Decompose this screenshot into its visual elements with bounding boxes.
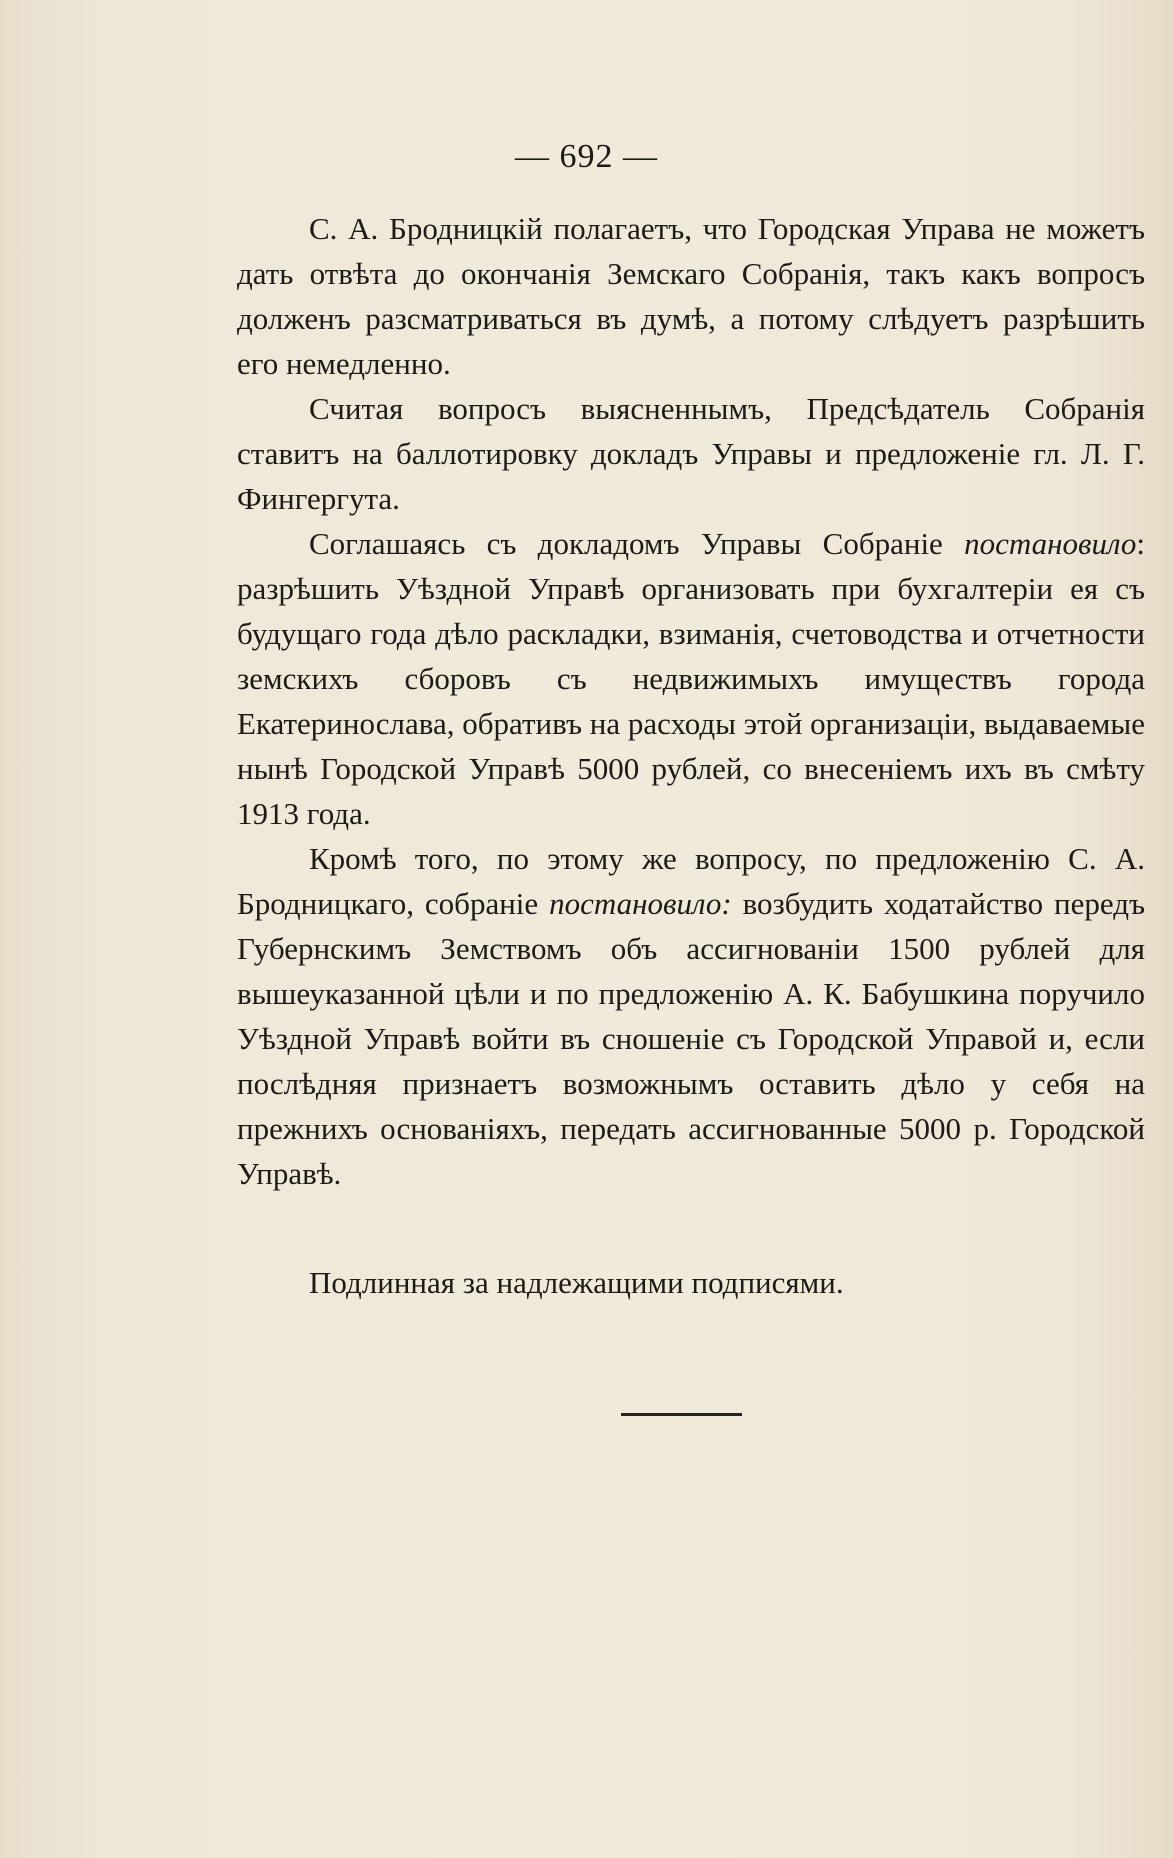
paragraph-text: Соглашаясь съ докладомъ Управы Собраніе: [309, 526, 965, 561]
resolution-keyword: постановило: [964, 526, 1137, 561]
paragraph-text: : разрѣшить Уѣздной Управѣ организовать при бухгалтеріи ея съ будущаго года дѣло раскладки, взиманія, счетоводства и отчетности земскихъ сборовъ съ недвижимыхъ имуществъ города Екатеринослава, обративъ на расходы этой организаціи, выдаваемые нынѣ Городской Управѣ 5000 рублей, со внесеніемъ ихъ въ смѣту 1913 года.: [237, 526, 1145, 831]
paragraph-resolution: [237, 521, 1145, 836]
paragraph-text: Кромѣ того, по этому же вопросу, по предложенію С. А. Бродницкаго, собраніе: [237, 841, 1145, 921]
paragraph-text: возбудить ходатайство передъ Губернскимъ Земствомъ объ ассигнованіи 1500 рублей для вышеуказанной цѣли и по предложенію А. К. Бабушкина поручило Уѣздной Управѣ войти въ сношеніе съ Городской Управой и, если послѣдняя признаетъ возможнымъ оставить дѣло у себя на прежнихъ основаніяхъ, передать ассигнованные 5000 р. Городской Управѣ.: [237, 886, 1146, 1191]
paragraph-brodnitsky-opinion: [237, 206, 1145, 386]
paragraph-chairman-vote: [237, 386, 1145, 521]
paragraph-additional-resolution: [237, 836, 1145, 1196]
page-number: — 692 —: [515, 138, 658, 175]
end-rule: [621, 1413, 742, 1416]
resolution-keyword: постановило:: [549, 886, 732, 921]
paragraph-text: С. А. Бродницкій полагаетъ, что Городская Управа не можетъ дать отвѣта до окончанія Земскаго Собранія, такъ какъ вопросъ долженъ разсматриваться въ думѣ, а потому слѣдуетъ разрѣшить его немедленно.: [237, 211, 1145, 381]
paragraph-text: Считая вопросъ выясненнымъ, Предсѣдатель Собранія ставитъ на баллотировку докладъ Управы и предложеніе гл. Л. Г. Фингергута.: [237, 391, 1145, 516]
signature-note: Подлинная за надлежащими подписями.: [309, 1265, 844, 1300]
body-text: [237, 206, 1145, 1305]
